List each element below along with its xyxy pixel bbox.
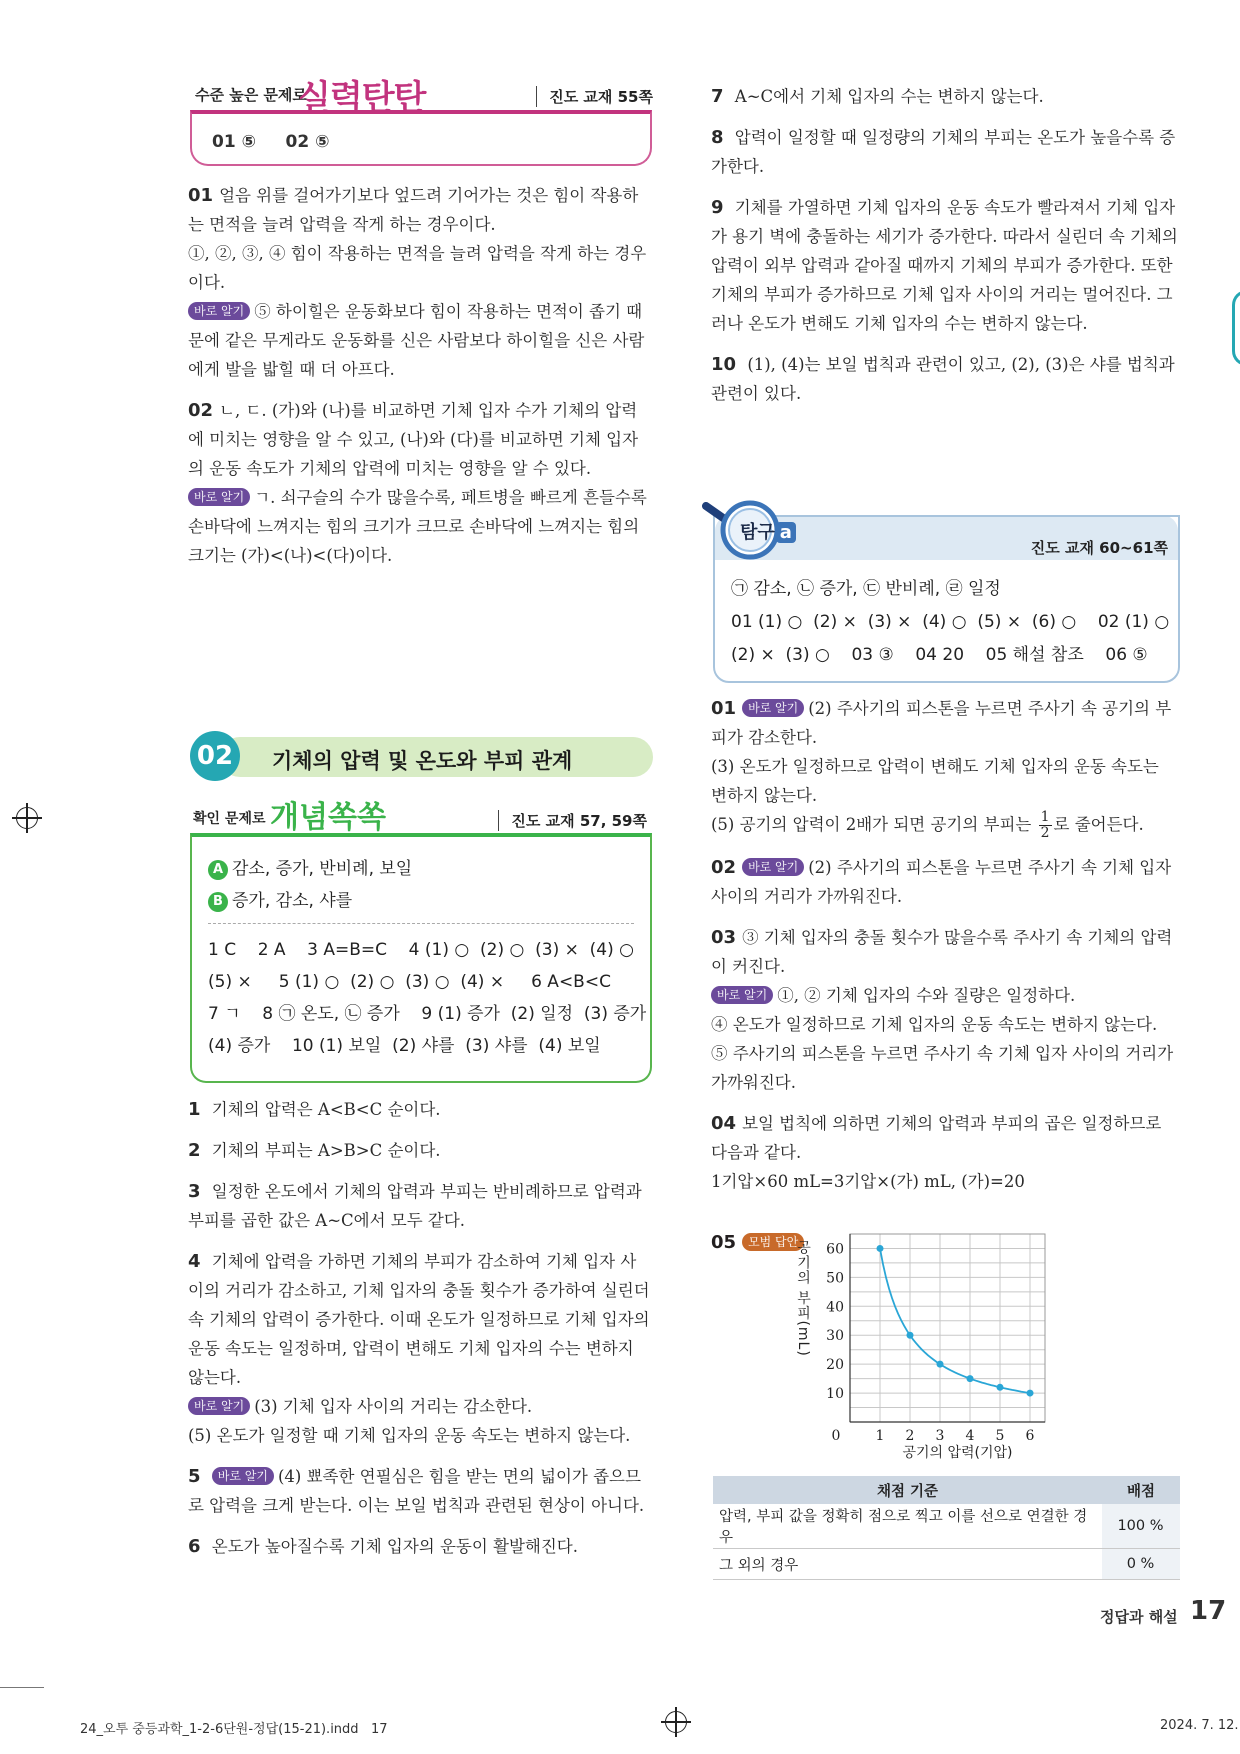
- banner-title: 개념쏙쏙: [270, 800, 386, 835]
- tamgu-title: 탐구 a: [740, 518, 796, 544]
- answer-a: A 감소, 증가, 반비례, 보일: [208, 853, 634, 885]
- explanation-2: 2 기체의 부피는 A>B>C 순이다.: [188, 1140, 441, 1161]
- table-header-row: [713, 1476, 1180, 1504]
- tag-correct: 바로 알기: [711, 986, 773, 1004]
- x-tick-label: 1: [875, 1428, 885, 1444]
- explanation-6: 6 온도가 높아질수록 기체 입자의 운동이 활발해진다.: [188, 1536, 578, 1557]
- x-tick-label: 2: [905, 1428, 915, 1444]
- y-tick-label: 40: [826, 1299, 844, 1316]
- magnifier-icon: [700, 490, 800, 560]
- table-cell: 압력, 부피 값을 정확히 점으로 찍고 이를 선으로 연결한 경우: [713, 1504, 1102, 1549]
- explanation-3: 3 일정한 온도에서 기체의 압력과 부피는 반비례하므로 압력과 부피를 곱한 값은 A~C에서 모두 같다.: [188, 1181, 642, 1230]
- x-tick-label: 6: [1025, 1428, 1035, 1444]
- explanations-gaenyeom-left: [188, 1095, 651, 1573]
- banner-subtitle: 확인 문제로: [193, 811, 266, 827]
- footer-filename: 24_오투 중등과학_1-2-6단원-정답(15-21).indd 17: [80, 1722, 388, 1737]
- answer-line: (4) 증가 10 (1) 보일 (2) 샤를 (3) 샤를 (4) 보일: [208, 1036, 601, 1056]
- table-cell: 100 %: [1102, 1504, 1180, 1549]
- answer-b: B 증가, 감소, 샤를: [208, 885, 634, 917]
- plot-frame: [850, 1234, 1045, 1422]
- tag-correct: 바로 알기: [188, 1397, 250, 1415]
- y-axis-label: 공기의 부피(mL): [795, 1240, 811, 1357]
- explanation-8: 8 압력이 일정할 때 일정량의 기체의 부피는 온도가 높을수록 증가한다.: [711, 127, 1176, 176]
- tag-correct: 바로 알기: [742, 699, 804, 717]
- table-header-score: 배점: [1102, 1476, 1180, 1504]
- y-tick-label: 10: [826, 1386, 844, 1403]
- banner-subtitle: 수준 높은 문제로: [195, 86, 307, 104]
- y-tick-label: 20: [826, 1357, 844, 1374]
- answer-box-gaenyeom: [190, 833, 652, 1083]
- data-point: [877, 1245, 884, 1252]
- table-row: [713, 1504, 1180, 1549]
- data-point: [937, 1361, 944, 1368]
- x-tick-label: 0: [831, 1428, 841, 1444]
- answer-line: 7 ㄱ 8 ㉠ 온도, ㉡ 증가 9 (1) 증가 (2) 일정 (3) 증가: [208, 1004, 647, 1024]
- answer-summary: 01 ⑤ 02 ⑤: [212, 132, 330, 152]
- data-point: [1027, 1390, 1034, 1397]
- explanation-1: 1 기체의 압력은 A<B<C 순이다.: [188, 1099, 441, 1120]
- y-tick-label: 60: [826, 1241, 844, 1258]
- textbook-reference: 진도 교재 55쪽: [536, 86, 653, 107]
- tag-correct: 바로 알기: [742, 858, 804, 876]
- x-tick-label: 4: [965, 1428, 975, 1444]
- footer-rule: [0, 1687, 44, 1688]
- section-banner-gaenyeom: [190, 788, 655, 834]
- section-title-02: [190, 735, 653, 779]
- tag-correct: 바로 알기: [212, 1467, 274, 1485]
- explanation-t05-label: 05 모범 답안: [711, 1232, 808, 1253]
- table-header-criteria: 채점 기준: [713, 1476, 1102, 1504]
- scoring-table: [713, 1476, 1180, 1580]
- page-number: 17: [1190, 1596, 1227, 1626]
- x-tick-label: 3: [935, 1428, 945, 1444]
- registration-mark-bottom: [665, 1711, 687, 1733]
- page-label: 정답과 해설: [1100, 1608, 1178, 1626]
- explanation-7: 7 A~C에서 기체 입자의 수는 변하지 않는다.: [711, 86, 1044, 107]
- data-point: [907, 1332, 914, 1339]
- tag-model-answer: 모범 답안: [742, 1233, 804, 1251]
- textbook-reference: 진도 교재 57, 59쪽: [498, 810, 647, 831]
- explanations-gaenyeom-right: [711, 82, 1179, 420]
- table-row: [713, 1549, 1180, 1580]
- data-point: [967, 1375, 974, 1382]
- tag-correct: 바로 알기: [188, 488, 250, 506]
- table-cell: 0 %: [1102, 1549, 1180, 1580]
- data-point: [997, 1384, 1004, 1391]
- answer-line: 1 C 2 A 3 A=B=C 4 (1) ○ (2) ○ (3) × (4) ○: [208, 940, 634, 960]
- explanation-t01: 01 바로 알기 (2) 주사기의 피스톤을 누르면 주사기 속 공기의 부피가 감소한다. (3) 온도가 일정하므로 압력이 변해도 기체 입자의 운동 속도는 변하지 않는다. (5) 공기의 압력이 2배가 되면 공기의 부피는 $\frac{1}{2}$ 로 줄어든다.: [711, 698, 1172, 841]
- y-tick-label: 50: [826, 1270, 844, 1287]
- dashed-divider: [208, 923, 634, 924]
- explanation-9: 9 기체를 가열하면 기체 입자의 운동 속도가 빨라져서 기체 입자가 용기 벽에 충돌하는 세기가 증가한다. 따라서 실린더 속 기체의 압력이 외부 압력과 같아질 때까지 기체의 부피가 증가한다. 또한 기체의 부피가 증가하므로 기체 입자 사이의 거리는 멀어진다. 그러나 온도가 변해도 기체 입자의 수는 변하지 않는다.: [711, 197, 1178, 333]
- fraction-half: $\frac{1}{2}$: [1040, 809, 1050, 841]
- tamgu-badge: a: [776, 522, 796, 543]
- section-number-circle: 02: [190, 731, 240, 781]
- explanation-10: 10 (1), (4)는 보일 법칙과 관련이 있고, (2), (3)은 샤를 법칙과 관련이 있다.: [711, 354, 1175, 403]
- section-title-text: 기체의 압력 및 온도와 부피 관계: [272, 749, 573, 773]
- banner-title: 실력탄탄: [298, 78, 426, 118]
- explanation-t02: 02 바로 알기 (2) 주사기의 피스톤을 누르면 주사기 속 기체 입자 사이의 거리가 가까워진다.: [711, 857, 1172, 906]
- textbook-reference: 진도 교재 60~61쪽: [1030, 539, 1168, 557]
- pressure-volume-chart: [795, 1222, 1055, 1460]
- answer-line: ㉠ 감소, ㉡ 증가, ㉢ 반비례, ㉣ 일정: [731, 579, 1001, 599]
- table-cell: 그 외의 경우: [713, 1549, 1102, 1580]
- footer-date: 2024. 7. 12.: [1160, 1718, 1239, 1733]
- answer-line: (5) × 5 (1) ○ (2) ○ (3) ○ (4) × 6 A<B<C: [208, 972, 611, 992]
- answer-box-silryeok: [190, 110, 652, 166]
- y-tick-label: 30: [826, 1328, 844, 1345]
- explanation-t04: 04 보일 법칙에 의하면 기체의 압력과 부피의 곱은 일정하므로 다음과 같다. 1기압×60 mL=3기압×(가) mL, (가)=20: [711, 1113, 1162, 1191]
- explanations-silryeok: [188, 181, 651, 582]
- explanation-02: 02 ㄴ, ㄷ. (가)와 (나)를 비교하면 기체 입자 수가 기체의 압력에 미치는 영향을 알 수 있고, (나)와 (다)를 비교하면 기체 입자의 운동 속도가 기체의 압력에 미치는 영향을 알 수 있다. 바로 알기 ㄱ. 쇠구슬의 수가 많을수록, 페트병을 빠르게 흔들수록 손바닥에 느껴지는 힘의 크기가 크므로 손바닥에 느껴지는 힘의 크기는 (가)<(나)<(다)이다.: [188, 400, 647, 565]
- explanations-tamgu: [711, 694, 1179, 1208]
- x-tick-label: 5: [995, 1428, 1005, 1444]
- explanation-5: 5 바로 알기 (4) 뾰족한 연필심은 힘을 받는 면의 넓이가 좁으므로 압력을 크게 받는다. 이는 보일 법칙과 관련된 현상이 아니다.: [188, 1466, 645, 1515]
- tag-correct: 바로 알기: [188, 302, 250, 320]
- registration-mark-left: [16, 807, 38, 829]
- side-tab-decoration: [1232, 290, 1240, 366]
- explanation-01: 01 얼음 위를 걸어가기보다 엎드려 기어가는 것은 힘이 작용하는 면적을 늘려 압력을 작게 하는 경우이다. ①, ②, ③, ④ 힘이 작용하는 면적을 늘려 압력을 작게 하는 경우이다. 바로 알기 ⑤ 하이힐은 운동화보다 힘이 작용하는 면적이 좁기 때문에 같은 무게라도 운동화를 신은 사람보다 하이힐을 신은 사람에게 발을 밟힐 때 더 아프다.: [188, 185, 647, 379]
- explanation-4: 4 기체에 압력을 가하면 기체의 부피가 감소하여 기체 입자 사이의 거리가 감소하고, 기체 입자의 충돌 횟수가 증가하여 실린더 속 기체의 압력이 증가한다. 이때 온도가 일정하므로 기체 입자의 운동 속도는 일정하며, 압력이 변해도 기체 입자의 수는 변하지 않는다. 바로 알기 (3) 기체 입자 사이의 거리는 감소한다. (5) 온도가 일정할 때 기체 입자의 운동 속도는 변하지 않는다.: [188, 1251, 650, 1445]
- section-banner-silryeok: [190, 64, 655, 116]
- answer-line: 01 (1) ○ (2) × (3) × (4) ○ (5) × (6) ○ 02 (1) ○: [731, 612, 1170, 632]
- x-axis-label: 공기의 압력(기압): [902, 1445, 1013, 1460]
- explanation-t03: 03 ③ 기체 입자의 충돌 횟수가 많을수록 주사기 속 기체의 압력이 커진다. 바로 알기 ①, ② 기체 입자의 수와 질량은 일정하다. ④ 온도가 일정하므로 기체 입자의 운동 속도는 변하지 않는다. ⑤ 주사기의 피스톤을 누르면 주사기 속 기체 입자 사이의 거리가 가까워진다.: [711, 927, 1174, 1092]
- answer-line: (2) × (3) ○ 03 ③ 04 20 05 해설 참조 06 ⑤: [731, 645, 1148, 665]
